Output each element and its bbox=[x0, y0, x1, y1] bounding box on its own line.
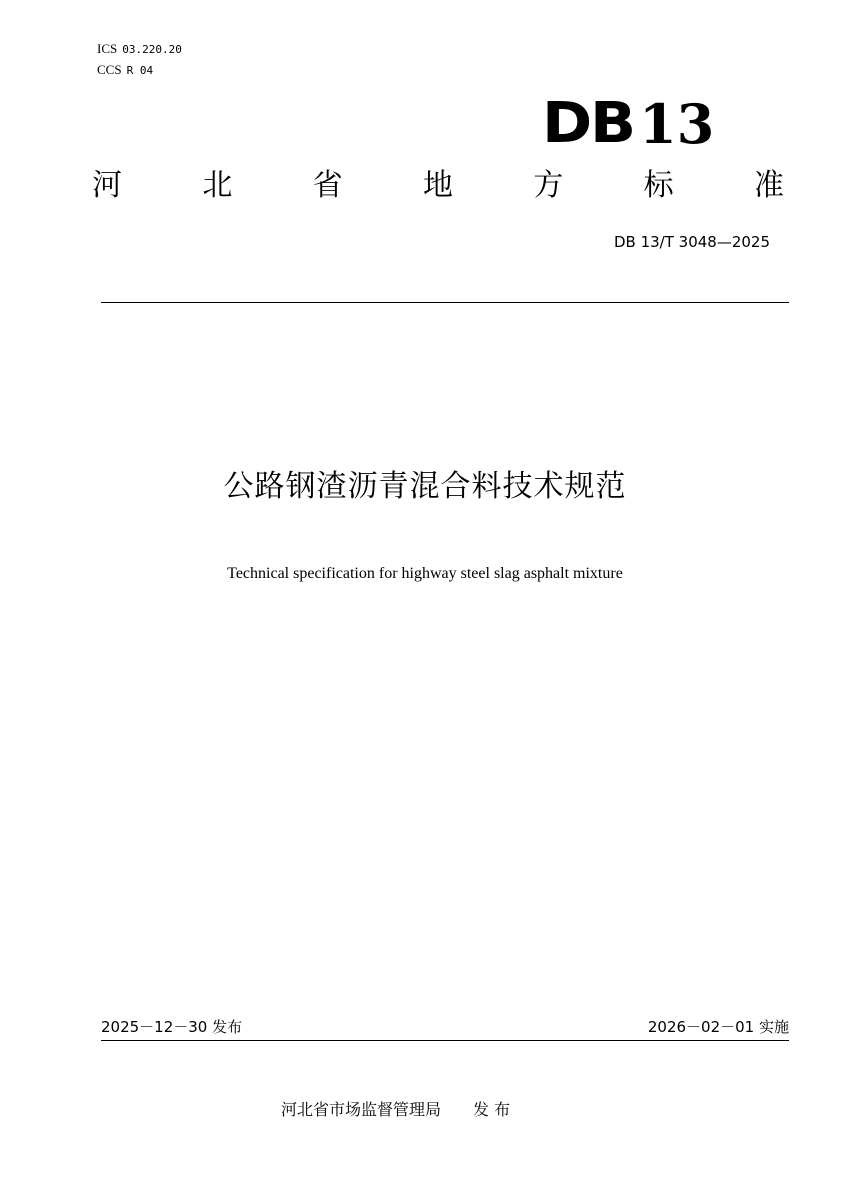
standard-type-char: 地 bbox=[422, 168, 453, 203]
db-mark-letters: DB bbox=[542, 91, 634, 156]
ics-label: ICS bbox=[97, 41, 118, 56]
standard-number: DB 13/T 3048—2025 bbox=[613, 233, 770, 251]
issuing-authority bbox=[281, 1099, 510, 1121]
document-title-en: Technical specification for highway steel slag asphalt mixture bbox=[227, 565, 623, 582]
ccs-line bbox=[97, 62, 153, 79]
ccs-label: CCS bbox=[97, 62, 122, 77]
standard-type-char: 省 bbox=[312, 168, 343, 203]
issuer-name: 河北省市场监督管理局 bbox=[281, 1100, 442, 1119]
standard-type-char: 河 bbox=[92, 168, 122, 203]
footer-divider bbox=[101, 1040, 789, 1041]
standard-type-char: 准 bbox=[753, 168, 784, 203]
ics-line bbox=[97, 41, 182, 58]
standard-type-char: 北 bbox=[202, 168, 233, 203]
issue-date: 2025－12－30 发布 bbox=[101, 1018, 243, 1036]
header-divider bbox=[101, 302, 789, 303]
db-standard-mark bbox=[542, 91, 715, 156]
standard-type-heading bbox=[92, 166, 784, 206]
document-title-zh: 公路钢渣沥青混合料技术规范 bbox=[223, 469, 627, 504]
implementation-date: 2026－02－01 实施 bbox=[647, 1018, 789, 1036]
db-mark-number: 13 bbox=[639, 92, 715, 156]
standard-type-char: 方 bbox=[533, 168, 564, 203]
ics-code: 03.220.20 bbox=[122, 43, 182, 56]
issuer-action: 发 布 bbox=[473, 1100, 511, 1119]
ccs-code: R 04 bbox=[126, 64, 154, 77]
standard-type-char: 标 bbox=[643, 168, 674, 203]
